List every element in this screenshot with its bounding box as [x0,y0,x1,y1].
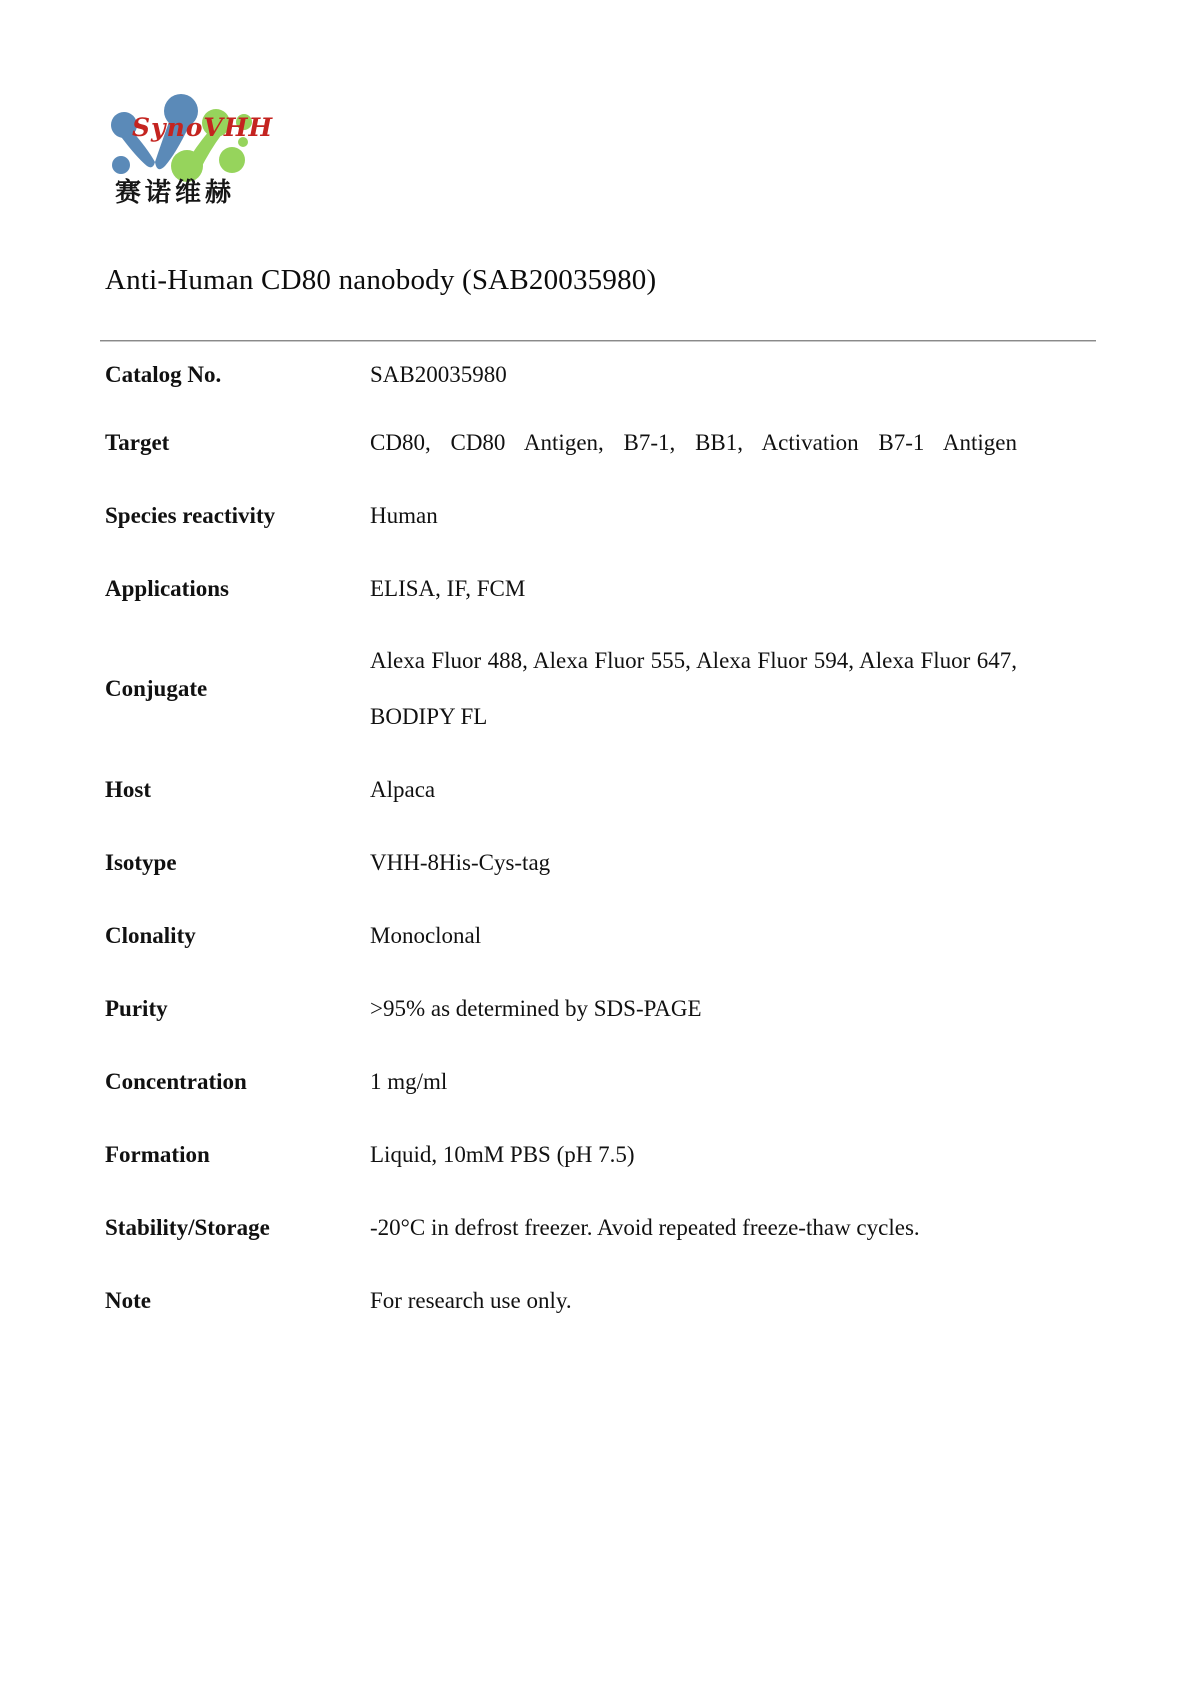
property-label: Applications [105,575,229,601]
property-label: Purity [105,995,168,1021]
property-label: Stability/Storage [105,1214,270,1240]
spec-table [105,344,1017,1337]
title-divider [100,340,1096,342]
table-row [105,826,1017,899]
property-value: CD80, CD80 Antigen, B7-1, BB1, Activation B7-1 Antigen [370,429,1017,455]
logo-brand-text: SynoVHH [132,113,274,142]
property-value: VHH-8His-Cys-tag [370,849,551,875]
table-row [105,1191,1017,1264]
table-row [105,625,1017,753]
page-title: Anti-Human CD80 nanobody (SAB20035980) [105,264,657,296]
table-row [105,1045,1017,1118]
property-value: Alexa Fluor 488, Alexa Fluor 555, Alexa Fluor 594, Alexa Fluor 647, BODIPY FL [370,648,1017,729]
property-label: Catalog No. [105,362,222,387]
property-value: Human [370,502,438,528]
property-value: ELISA, IF, FCM [370,575,526,601]
property-label: Isotype [105,849,177,875]
property-value: Liquid, 10mM PBS (pH 7.5) [370,1141,635,1167]
property-value: SAB20035980 [370,362,507,387]
table-row [105,1264,1017,1337]
property-label: Formation [105,1141,210,1167]
property-value: For research use only. [370,1287,572,1313]
property-value: Monoclonal [370,922,482,948]
table-row [105,972,1017,1045]
property-label: Conjugate [105,676,208,701]
table-row [105,753,1017,826]
company-logo [95,86,274,186]
property-value: -20°C in defrost freezer. Avoid repeated freeze-thaw cycles. [370,1214,920,1240]
table-row [105,899,1017,972]
table-row [105,406,1017,479]
property-label: Target [105,429,170,455]
property-label: Species reactivity [105,502,276,528]
table-row [105,552,1017,625]
property-value: Alpaca [370,776,436,802]
property-label: Host [105,776,151,802]
property-value: >95% as determined by SDS-PAGE [370,995,702,1021]
table-row [105,1118,1017,1191]
property-value: 1 mg/ml [370,1068,448,1094]
property-label: Clonality [105,922,196,948]
logo-chinese-name: 赛诺维赫 [115,178,236,208]
property-label: Note [105,1287,151,1313]
table-row [105,344,1017,406]
property-label: Concentration [105,1068,247,1094]
table-row [105,479,1017,552]
